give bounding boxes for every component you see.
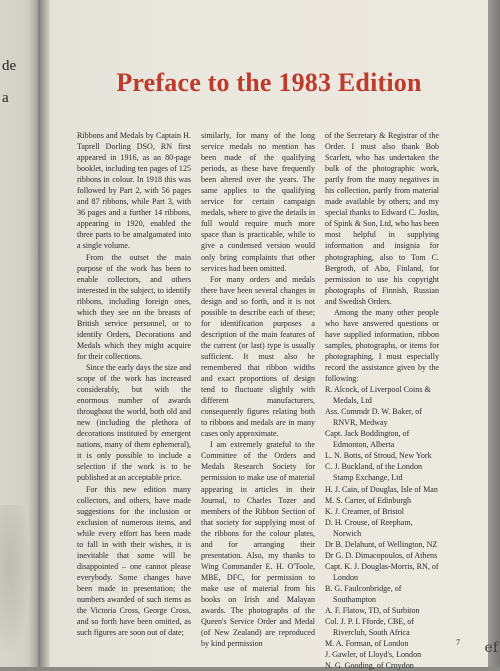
paragraph: similarly, for many of the long service medals no mention has been made of the qualifying periods, as these have frequently been altered over the years. The same applies to the qualifying service for certain campaign medals, where to give the details in full would require much more space than is practicable, while to give a condensed version would only bring complaints that other services had been omitted. <box>201 131 315 273</box>
acknowledgement-entry: K. J. Creamer, of Bristol <box>325 506 405 516</box>
left-page-illustration <box>0 505 32 655</box>
paragraph: From the outset the main purpose of the work has been to enable collectors, and others interested in the subject, to identify ribbons, including foreign ones, which they see on the breasts of British service personnel, or to identify Orders, Decorations and Medals which they might acquire for their collections. <box>77 252 191 361</box>
left-page-edge <box>0 0 40 667</box>
acknowledgement-entry: C. J. Buckland, of the London Stamp Exchange, Ltd <box>325 462 422 483</box>
acknowledgement-list <box>325 384 439 671</box>
acknowledgement-entry: A. F. Flatow, TD, of Surbiton <box>325 606 420 616</box>
acknowledgement-entry: Dr B. Delahunt, of Wellington, NZ <box>325 539 438 549</box>
acknowledgement-entry: Col. J. P. I. Fforde, CBE, of Rivercluh, South Africa <box>325 617 414 638</box>
acknowledgement-entry: D. H. Crouse, of Reepham, Norwich <box>325 517 413 538</box>
acknowledgement-entry: H. J. Cain, of Douglas, Isle of Man <box>325 484 438 494</box>
acknowledgement-entry: Dr G. D. Dimacopoulos, of Athens <box>325 550 438 560</box>
paragraph: of the Secretary & Registrar of the Order. I must also thank Bob Scarlett, who has undertaken the bulk of the photographic work, partly from the many negatives in his collection, partly from material made available by others; and my special thanks to Edward C. Joslin, of Spink & Son, Ltd, who has been most helpful in supplying information and insignia for photographing, also to Tom C. Bergroth, of Abo, Finland, for permission to use his copyright photographs of Finnish, Russian and Swedish Orders. <box>325 131 439 306</box>
acknowledgement-entry: N. G. Gooding, of Croydon <box>325 661 414 671</box>
acknowledgement-entry: B. G. Faulconbridge, of Southampton <box>325 583 402 604</box>
paragraph: Ribbons and Medals by Captain H. Taprell Dorling DSO, RN first appeared in 1916, as an 80-page booklet, including ten pages of 125 ribbons in colour. In 1918 this was followed by Part 2, with 56 pages and 87 ribbons, while Part 3, with 36 pages and a further 14 ribbons, appearing in 1920, enabled the three parts to be amalgamated into a single volume. <box>77 131 191 251</box>
acknowledgement-entry: L. N. Botts, of Stroud, New York <box>325 451 432 461</box>
paragraph: For this new edition many collectors, and others, have made suggestions for the inclusion or exclusion of numerous items, and while every effort has been made to fall in with their wishes, it is inevitable that some will be disappointed – one cannot please everybody. Some changes have been made in presentation; the numbers awarded of such items as the Victoria Cross, George Cross, and so forth have been omitted, as such figures are soon out of date; <box>77 484 191 638</box>
acknowledgement-entry: Ass. Commdr D. W. Baker, of RNVR, Medway <box>325 407 422 428</box>
page-title: Preface to the 1983 Edition <box>116 68 422 97</box>
book-page <box>50 0 488 671</box>
acknowledgement-entry: M. A. Forman, of London <box>325 639 409 649</box>
acknowledgement-entry: J. Gawler, of Lloyd's, London <box>325 650 422 660</box>
right-margin-strip <box>488 0 500 667</box>
acknowledgement-entry: Capt. K. J. Douglas-Morris, RN, of London <box>325 561 439 582</box>
text-column-3 <box>325 130 439 671</box>
left-page-fragment: de <box>2 58 17 74</box>
text-column-2 <box>201 130 315 649</box>
acknowledgement-entry: R. Alcock, of Liverpool Coins & Medals, Ltd <box>325 385 431 406</box>
paragraph: Since the early days the size and scope of the work has increased considerably, but with the enormous number of awards throughout the world, both old and new (including the plethora of decorations instituted by emergent nations, many of them ephemeral), it is only possible to include a selection if the work is to be published at an acceptable price. <box>77 362 191 483</box>
paragraph: Among the many other people who have answered questions or have supplied information, ribbon samples, photographs, or items for photographing, I must especially record the assistance given by the following: <box>325 307 439 384</box>
paragraph: I am extremely grateful to the Committee of the Orders and Medals Research Society for permission to make use of material appearing in articles in their Journal, to Charles Tozer and members of the Ribbon Section of that society for supplying most of the ribbons for the colour plates, and for arranging their presentation. Also, my thanks to Wing Commander E. H. O'Toole, MBE, DFC, for permission to make use of material from his books on Irish and Malayan awards. The photographs of the Queen's Service Order and Medal (of New Zealand) are reproduced by kind permission <box>201 440 315 649</box>
text-column-1 <box>77 130 191 638</box>
left-page-fragment: a <box>2 90 9 106</box>
margin-pen-mark: ef <box>484 640 498 656</box>
page-number: 7 <box>456 638 460 647</box>
paragraph: For many orders and medals there have been several changes in design and so forth, and it is not possible to describe each of these; for identification purposes a description of the main features of the current (or last) type is usually sufficient. It must also be remembered that ribbon widths and exact proportions of design tend to fluctuate slightly with different manufacturers, consequently figures relating both to ribbons and medals are in many cases only approximate. <box>201 274 315 439</box>
acknowledgement-entry: M. S. Carter, of Edinburgh <box>325 495 412 505</box>
acknowledgement-entry: Capt. Jack Boddington, of Edmonton, Alberta <box>325 429 410 450</box>
